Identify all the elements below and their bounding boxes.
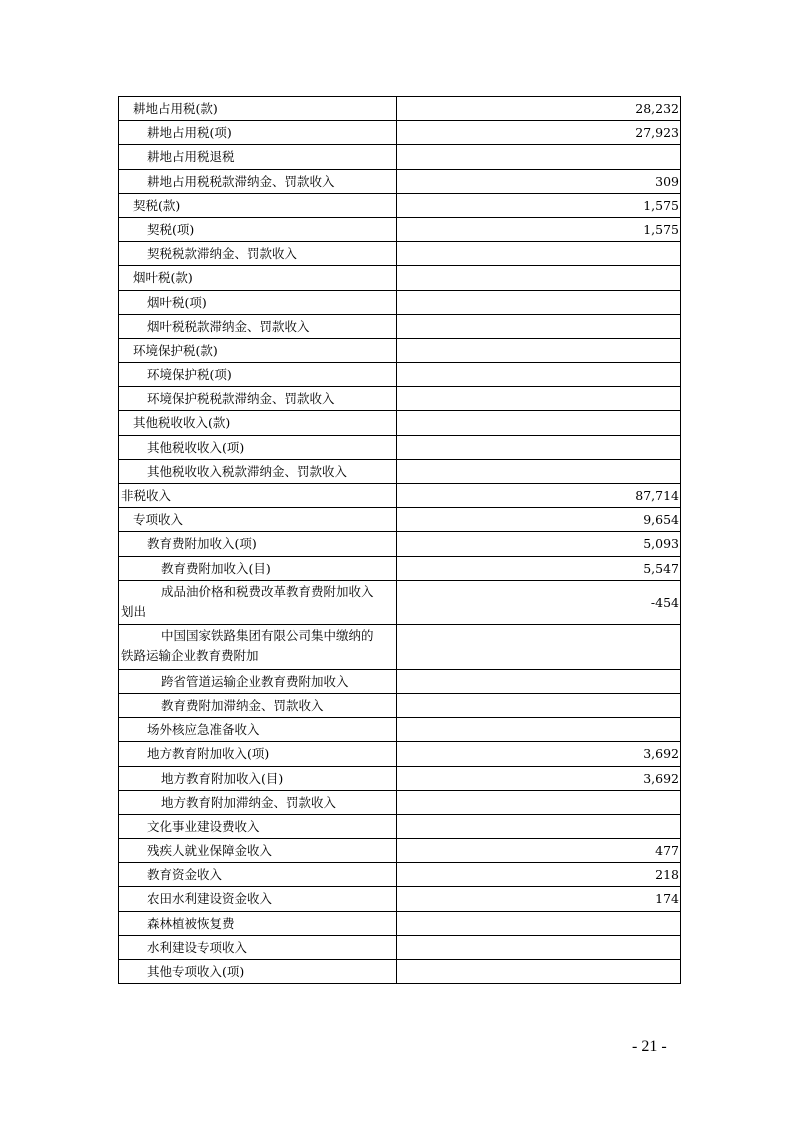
table-row <box>119 315 681 339</box>
row-value: 477 <box>397 839 681 862</box>
row-value: 174 <box>397 887 681 910</box>
table-row <box>119 815 681 839</box>
table-row <box>119 767 681 791</box>
row-value: 3,692 <box>397 767 681 790</box>
row-name: 残疾人就业保障金收入 <box>119 839 397 862</box>
row-name: 耕地占用税税款滞纳金、罚款收入 <box>119 170 397 193</box>
row-value <box>397 339 681 362</box>
row-name: 环境保护税税款滞纳金、罚款收入 <box>119 387 397 410</box>
row-value <box>397 436 681 459</box>
table-row <box>119 266 681 290</box>
row-name: 其他税收收入税款滞纳金、罚款收入 <box>119 460 397 483</box>
row-value: 218 <box>397 863 681 886</box>
row-name: 环境保护税(款) <box>119 339 397 362</box>
table-row <box>119 742 681 766</box>
table-row <box>119 436 681 460</box>
row-name: 跨省管道运输企业教育费附加收入 <box>119 670 397 693</box>
table-row <box>119 887 681 911</box>
row-value <box>397 363 681 386</box>
row-name: 耕地占用税(款) <box>119 97 397 120</box>
table-row <box>119 863 681 887</box>
row-name <box>119 581 397 625</box>
revenue-table <box>118 96 681 984</box>
row-name: 耕地占用税退税 <box>119 145 397 168</box>
row-name: 耕地占用税(项) <box>119 121 397 144</box>
table-row <box>119 718 681 742</box>
row-value: -454 <box>397 581 681 625</box>
row-value <box>397 791 681 814</box>
table-row <box>119 839 681 863</box>
table-row <box>119 339 681 363</box>
row-value <box>397 315 681 338</box>
table-row <box>119 218 681 242</box>
table-row <box>119 97 681 121</box>
row-name: 契税(款) <box>119 194 397 217</box>
row-name: 教育费附加收入(项) <box>119 532 397 555</box>
row-name-line1: 成品油价格和税费改革教育费附加收入 <box>161 583 374 599</box>
row-value <box>397 912 681 935</box>
table-row <box>119 791 681 815</box>
table-row <box>119 581 681 626</box>
row-value <box>397 411 681 434</box>
table-row <box>119 121 681 145</box>
row-value <box>397 670 681 693</box>
row-value: 1,575 <box>397 218 681 241</box>
table-row <box>119 508 681 532</box>
row-name: 地方教育附加滞纳金、罚款收入 <box>119 791 397 814</box>
row-name: 专项收入 <box>119 508 397 531</box>
row-name: 环境保护税(项) <box>119 363 397 386</box>
row-value: 27,923 <box>397 121 681 144</box>
row-name: 非税收入 <box>119 484 397 507</box>
row-name: 地方教育附加收入(项) <box>119 742 397 765</box>
row-name: 教育资金收入 <box>119 863 397 886</box>
row-value: 28,232 <box>397 97 681 120</box>
row-name: 地方教育附加收入(目) <box>119 767 397 790</box>
row-name: 契税税款滞纳金、罚款收入 <box>119 242 397 265</box>
row-name: 烟叶税(款) <box>119 266 397 289</box>
table-row <box>119 194 681 218</box>
table-row <box>119 387 681 411</box>
row-value <box>397 815 681 838</box>
row-name: 森林植被恢复费 <box>119 912 397 935</box>
table-row <box>119 670 681 694</box>
row-value <box>397 960 681 983</box>
row-name-line2: 划出 <box>121 603 147 619</box>
row-name: 水利建设专项收入 <box>119 936 397 959</box>
row-name-line1: 中国国家铁路集团有限公司集中缴纳的 <box>161 628 374 644</box>
row-name-line2: 铁路运输企业教育费附加 <box>121 648 259 664</box>
table-row <box>119 625 681 670</box>
row-name: 其他税收收入(款) <box>119 411 397 434</box>
row-name: 其他税收收入(项) <box>119 436 397 459</box>
row-value <box>397 694 681 717</box>
row-value: 1,575 <box>397 194 681 217</box>
row-value: 87,714 <box>397 484 681 507</box>
table-row <box>119 484 681 508</box>
row-name: 烟叶税税款滞纳金、罚款收入 <box>119 315 397 338</box>
table-row <box>119 936 681 960</box>
table-row <box>119 912 681 936</box>
row-value: 3,692 <box>397 742 681 765</box>
table-row <box>119 145 681 169</box>
row-name: 契税(项) <box>119 218 397 241</box>
row-value: 309 <box>397 170 681 193</box>
row-value <box>397 625 681 669</box>
row-value <box>397 145 681 168</box>
row-value <box>397 266 681 289</box>
table-row <box>119 170 681 194</box>
row-value <box>397 291 681 314</box>
table-row <box>119 694 681 718</box>
table-row <box>119 411 681 435</box>
row-value <box>397 460 681 483</box>
table-row <box>119 363 681 387</box>
row-name: 教育费附加收入(目) <box>119 557 397 580</box>
table-row <box>119 460 681 484</box>
row-name: 教育费附加滞纳金、罚款收入 <box>119 694 397 717</box>
row-name: 场外核应急准备收入 <box>119 718 397 741</box>
row-value <box>397 718 681 741</box>
row-name: 其他专项收入(项) <box>119 960 397 983</box>
row-name <box>119 625 397 669</box>
row-value: 5,547 <box>397 557 681 580</box>
table-row <box>119 291 681 315</box>
row-name: 烟叶税(项) <box>119 291 397 314</box>
row-name: 文化事业建设费收入 <box>119 815 397 838</box>
row-value <box>397 242 681 265</box>
table-row <box>119 960 681 984</box>
table-row <box>119 557 681 581</box>
row-value: 5,093 <box>397 532 681 555</box>
row-value <box>397 387 681 410</box>
table-row <box>119 532 681 556</box>
row-name: 农田水利建设资金收入 <box>119 887 397 910</box>
page-number: - 21 - <box>632 1038 667 1055</box>
row-value: 9,654 <box>397 508 681 531</box>
row-value <box>397 936 681 959</box>
table-row <box>119 242 681 266</box>
